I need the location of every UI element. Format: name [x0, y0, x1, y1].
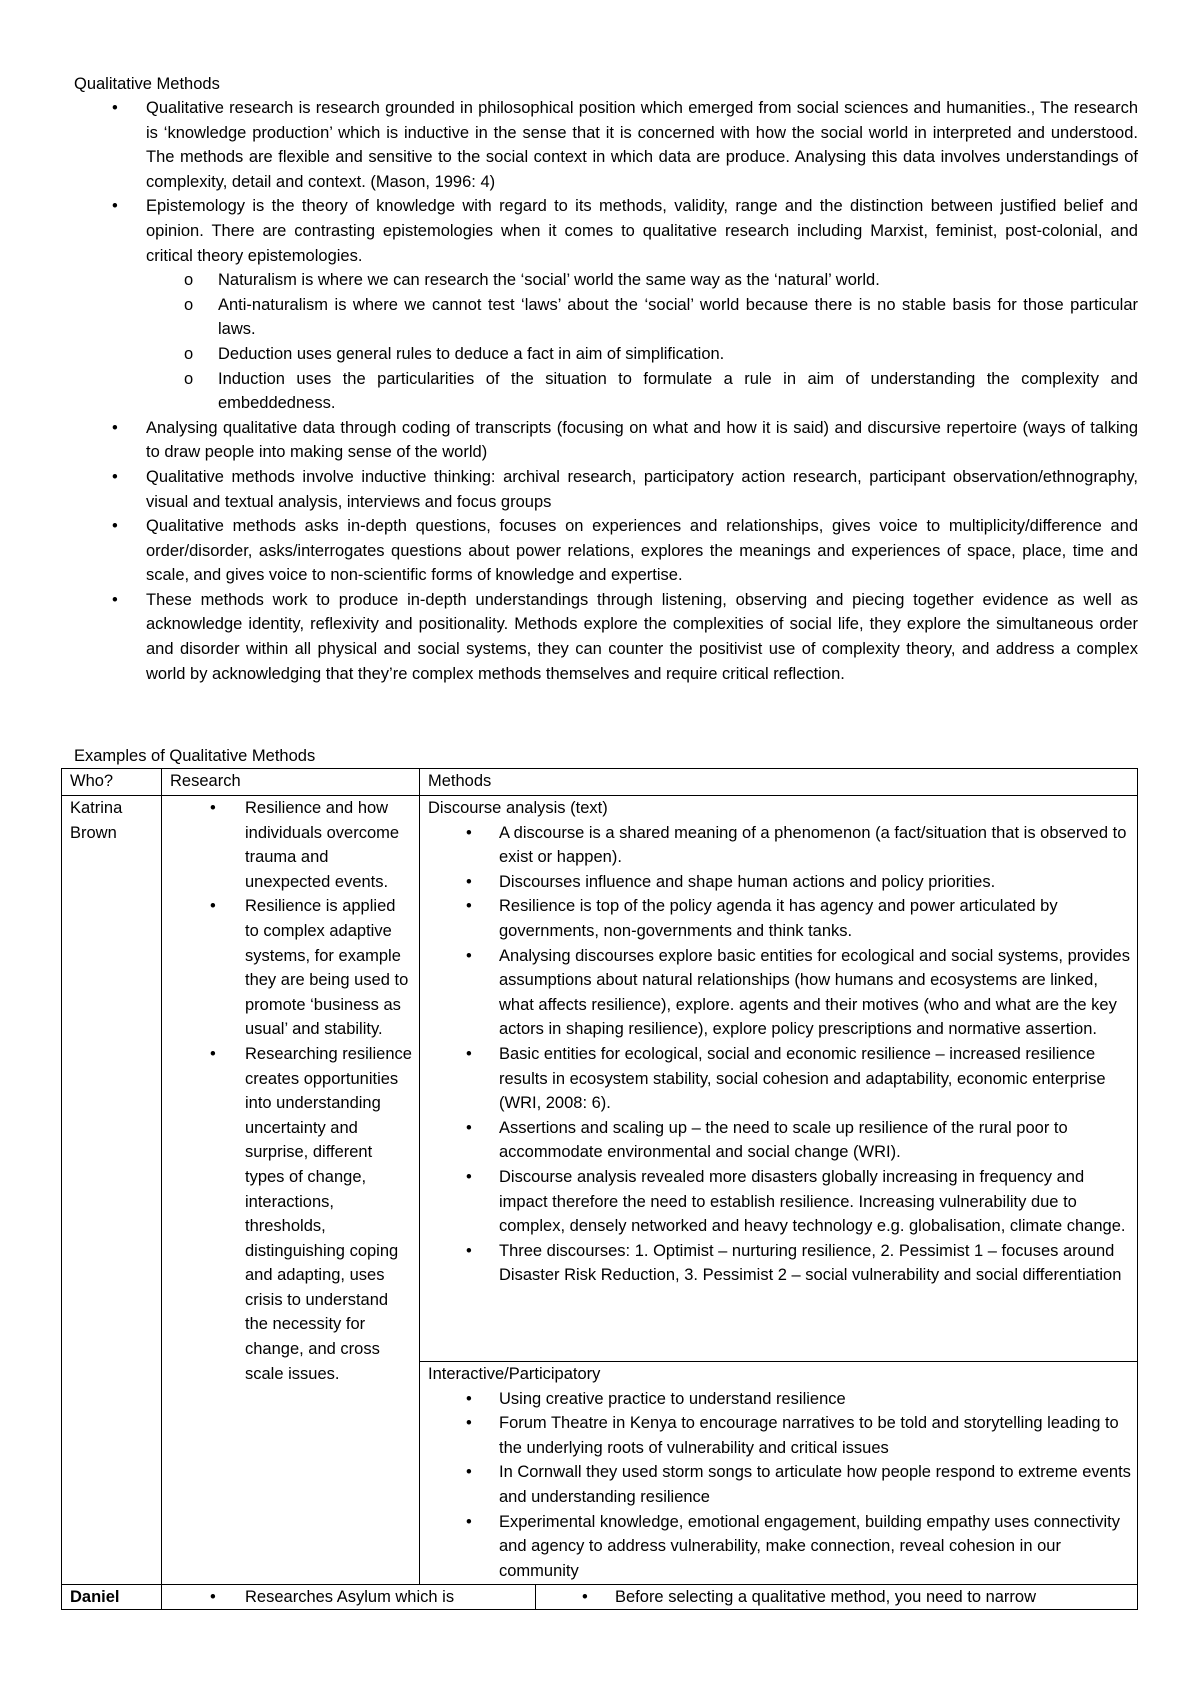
- research-list: [170, 796, 413, 1386]
- list-item: • Resilience is applied to complex adaptive systems, for example they are being used to promote ‘business as usual’ and stability.: [170, 894, 413, 1042]
- list-item: • These methods work to produce in-depth understandings through listening, observing and piecing together evidence as well as acknowledge identity, reflexivity and positionality. Methods explore the complexities of social life, they explore the simultaneous order and disorder within all physical and social systems, they can counter the positivist use of complexity theory, and address a complex world by acknowledging that they’re complex methods themselves and require critical reflection.: [74, 588, 1138, 686]
- list-item: • Researching resilience creates opportunities into understanding uncertainty and surprise, different types of change, interactions, thresholds, distinguishing coping and adapting, uses crisis to understand the necessity for change, and cross scale issues.: [170, 1042, 413, 1386]
- research-cell: [162, 796, 420, 1585]
- list-item: • Assertions and scaling up – the need to scale up resilience of the rural poor to accommodate environmental and social change (WRI).: [428, 1116, 1131, 1165]
- method-title: Interactive/Participatory: [428, 1365, 601, 1383]
- sub-list-item: o Induction uses the particularities of the situation to formulate a rule in aim of understanding the complexity and embeddedness.: [146, 367, 1138, 416]
- methods-cell: [536, 1585, 1138, 1610]
- list-item-text: Epistemology is the theory of knowledge with regard to its methods, validity, range and the distinction between justified belief and opinion. There are contrasting epistemologies when it comes to qualitative research including Marxist, feminist, post-colonial, and critical theory epistemologies.: [146, 197, 1138, 265]
- who-text: Daniel: [70, 1588, 120, 1606]
- list-item: • Basic entities for ecological, social and economic resilience – increased resilience results in ecosystem stability, social cohesion and adaptability, economic enterprise (WRI, 2008: 6).: [428, 1042, 1131, 1116]
- who-cell: [62, 1585, 162, 1610]
- sub-list-item: o Naturalism is where we can research the ‘social’ world the same way as the ‘natural’ world.: [146, 268, 1138, 293]
- methods-list: [544, 1585, 1131, 1609]
- sub-list-item: o Deduction uses general rules to deduce a fact in aim of simplification.: [146, 342, 1138, 367]
- research-list: [170, 1585, 529, 1609]
- sub-list: [146, 268, 1138, 416]
- research-cell: [162, 1585, 536, 1610]
- list-item: • Resilience and how individuals overcome trauma and unexpected events.: [170, 796, 413, 894]
- section-title-examples: Examples of Qualitative Methods: [74, 747, 316, 765]
- examples-table: [61, 768, 1138, 1610]
- list-item: • Analysing qualitative data through coding of transcripts (focusing on what and how it is said) and discursive repertoire (ways of talking to draw people into making sense of the world): [74, 416, 1138, 465]
- methods-cell-discourse: [420, 796, 1138, 1362]
- list-item: • Discourse analysis revealed more disasters globally increasing in frequency and impact therefore the need to establish resilience. Increasing vulnerability due to complex, densely networked and heavy technology e.g. globalisation, climate change.: [428, 1165, 1131, 1239]
- header-methods: Methods: [420, 769, 1138, 796]
- list-item: • Qualitative methods involve inductive thinking: archival research, participatory action research, participant observation/ethnography, visual and textual analysis, interviews and focus groups: [74, 465, 1138, 514]
- table-row: [62, 1585, 1138, 1610]
- list-item: • Forum Theatre in Kenya to encourage narratives to be told and storytelling leading to the underlying roots of vulnerability and critical issues: [428, 1411, 1131, 1460]
- methods-cell-participatory: [420, 1362, 1138, 1585]
- list-item: • Using creative practice to understand resilience: [428, 1387, 1131, 1412]
- list-item: • In Cornwall they used storm songs to articulate how people respond to extreme events and understanding resilience: [428, 1460, 1131, 1509]
- list-item: [74, 194, 1138, 415]
- list-item: • Qualitative methods asks in-depth questions, focuses on experiences and relationships, gives voice to multiplicity/difference and order/disorder, asks/interrogates questions about power relations, explores the meanings and experiences of space, place, time and scale, and gives voice to non-scientific forms of knowledge and expertise.: [74, 514, 1138, 588]
- table-header-row: [62, 769, 1138, 796]
- participatory-list: [428, 1387, 1131, 1584]
- who-cell: Katrina Brown: [62, 796, 162, 1585]
- list-item: • Resilience is top of the policy agenda it has agency and power articulated by governments, non-governments and think tanks.: [428, 894, 1131, 943]
- discourse-list: [428, 821, 1131, 1288]
- list-item: • Researches Asylum which is: [170, 1585, 529, 1609]
- list-item: • Experimental knowledge, emotional engagement, building empathy uses connectivity and agency to address vulnerability, make connection, reveal cohesion in our community: [428, 1510, 1131, 1584]
- list-item: • Three discourses: 1. Optimist – nurturing resilience, 2. Pessimist 1 – focuses around Disaster Risk Reduction, 3. Pessimist 2 – social vulnerability and social differentiation: [428, 1239, 1131, 1288]
- section-title-qualitative-methods: Qualitative Methods: [74, 75, 220, 93]
- list-item: • Analysing discourses explore basic entities for ecological and social systems, provides assumptions about natural relationships (how humans and ecosystems are linked, what affects resilience), explore. agents and their motives (who and what are the key actors in shaping resilience), explore policy prescriptions and normative assertion.: [428, 944, 1131, 1042]
- sub-list-item: o Anti-naturalism is where we cannot test ‘laws’ about the ‘social’ world because there is no stable basis for those particular laws.: [146, 293, 1138, 342]
- table-row: [62, 796, 1138, 1362]
- method-title: Discourse analysis (text): [428, 799, 608, 817]
- header-research: Research: [162, 769, 420, 796]
- header-who: Who?: [62, 769, 162, 796]
- list-item: • Discourses influence and shape human actions and policy priorities.: [428, 870, 1131, 895]
- qualitative-methods-list: [74, 96, 1138, 686]
- list-item: • A discourse is a shared meaning of a phenomenon (a fact/situation that is observed to exist or happen).: [428, 821, 1131, 870]
- list-item: • Qualitative research is research grounded in philosophical position which emerged from social sciences and humanities., The research is ‘knowledge production’ which is inductive in the sense that it is concerned with how the social world in interpreted and understood. The methods are flexible and sensitive to the social context in which data are produce. Analysing this data involves understandings of complexity, detail and context. (Mason, 1996: 4): [74, 96, 1138, 194]
- list-item: • Before selecting a qualitative method, you need to narrow: [544, 1585, 1131, 1609]
